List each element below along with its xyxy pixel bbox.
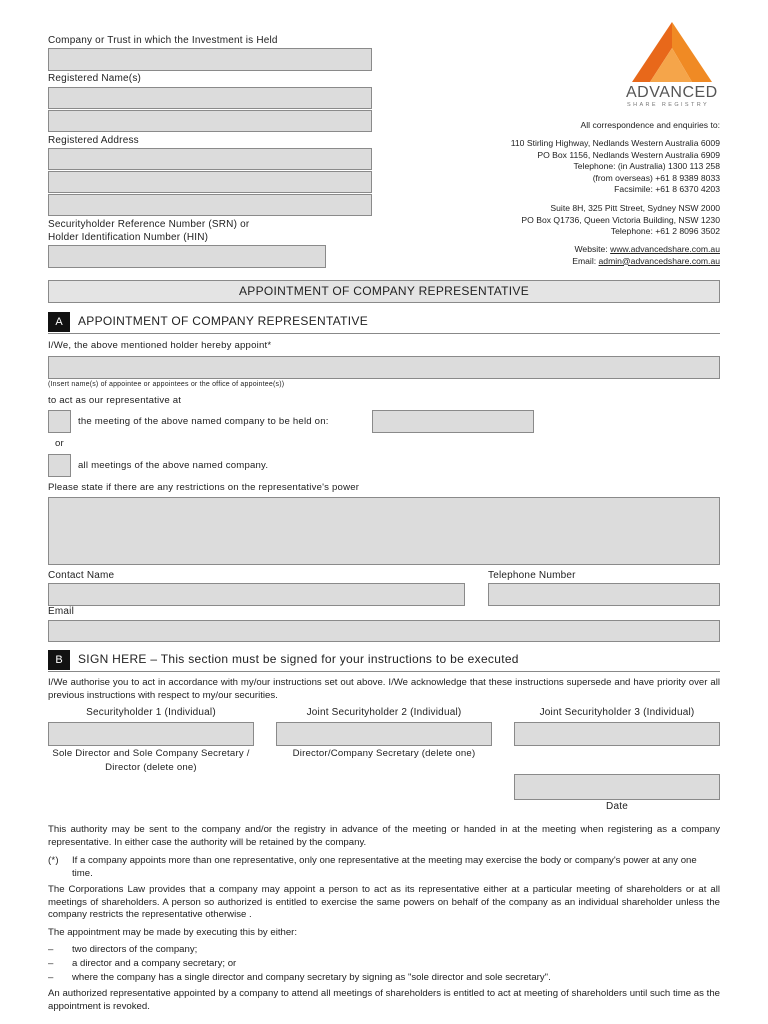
sydney-address-block [521,203,720,238]
appoint-text: I/We, the above mentioned holder hereby appoint* [48,340,272,351]
date-field[interactable] [514,774,720,800]
perth-line-3: Telephone: (in Australia) 1300 113 258 [573,161,720,172]
director-secretary-label: Director/Company Secretary (delete one) [292,748,476,759]
company-label: Company or Trust in which the Investment is Held [48,35,278,46]
contact-name-field[interactable] [48,583,465,606]
list-item [48,971,720,985]
email-label: Email: [572,255,599,266]
company-field[interactable] [48,48,372,71]
sole-director-label-2: Director (delete one) [105,762,197,773]
meeting-checkbox[interactable] [48,410,71,433]
company-logo [620,18,724,110]
holder1-label: Securityholder 1 (Individual) [86,707,216,718]
perth-line-4: (from overseas) +61 8 9389 8033 [592,172,720,183]
section-a-letter: A [48,312,70,332]
or-text: or [55,438,64,449]
perth-address-block [511,138,720,196]
sydney-line-1: Suite 8H, 325 Pitt Street, Sydney NSW 2000 [550,203,720,213]
list-item-text: where the company has a single director and company secretary by signing as "sole director and sole secretary". [72,972,551,983]
telephone-label: Telephone Number [488,570,576,581]
holder2-label: Joint Securityholder 2 (Individual) [306,707,462,718]
date-label: Date [606,801,628,812]
notes-paragraph-2: The Corporations Law provides that a company may appoint a person to act as its representative either at a particular meeting of shareholders or at all meetings of shareholders. A person so authorized is entitled to exercise the same powers on behalf of the company as an individual shareholder unless the company restricts the representative otherwise . [48,884,720,921]
holder2-signature[interactable] [276,722,492,746]
bullet-dash: – [48,944,54,955]
sydney-line-2: PO Box Q1736, Queen Victoria Building, NSW 1230 [521,214,720,225]
sole-director-label-1: Sole Director and Sole Company Secretary / [52,748,250,759]
act-text: to act as our representative at [48,395,182,406]
list-item-text: a director and a company secretary; or [72,958,237,969]
notes-paragraph-4: An authorized representative appointed by a company to attend all meetings of shareholders is entitled to act at meeting of shareholders until such time as the appointment is revoked. [48,988,720,1012]
star-marker: (*) [48,855,59,866]
meeting-option-label: the meeting of the above named company to be held on: [78,416,329,427]
website-label: Website: [574,244,611,254]
email-link[interactable]: admin@advancedshare.com.au [598,255,720,266]
main-title-bar [48,280,720,303]
notes-paragraph-1: This authority may be sent to the company and/or the registry in advance of the meeting or handed in at the meeting when registering as a company representative. In either case the authority will be retained by the company. [48,824,720,848]
contact-name-label: Contact Name [48,570,115,581]
bullet-dash: – [48,972,54,983]
notes-paragraph-3: The appointment may be made by executing this by either: [48,927,298,938]
registered-address-field-2[interactable] [48,171,372,193]
holder3-signature[interactable] [514,722,720,746]
logo-name: ADVANCED [626,84,718,101]
insert-note: (Insert name(s) of appointee or appointees or the office of appointee(s)) [48,381,285,388]
list-item-text: two directors of the company; [72,944,198,955]
registered-address-field-1[interactable] [48,148,372,170]
email-field[interactable] [48,620,720,642]
list-item [48,957,720,971]
srn-field[interactable] [48,245,326,268]
list-item [48,943,720,957]
registered-name-field-2[interactable] [48,110,372,132]
all-meetings-label: all meetings of the above named company. [78,460,269,471]
telephone-field[interactable] [488,583,720,606]
star-note: If a company appoints more than one representative, only one representative at the meeting may exercise the body or company's power at any one time. [72,855,697,879]
restrictions-field[interactable] [48,497,720,565]
perth-line-2: PO Box 1156, Nedlands Western Australia 6909 [537,149,720,160]
meeting-date-field[interactable] [372,410,534,433]
registered-address-label: Registered Address [48,135,139,146]
srn-label-line1: Securityholder Reference Number (SRN) or [48,219,250,230]
perth-line-5: Facsimile: +61 8 6370 4203 [614,184,720,195]
holder3-label: Joint Securityholder 3 (Individual) [539,707,695,718]
registered-name-label: Registered Name(s) [48,73,142,84]
sydney-line-3: Telephone: +61 2 8096 3502 [610,226,720,237]
logo-tagline: SHARE REGISTRY [627,102,710,108]
email-field-label: Email [48,606,75,617]
srn-label-line2: Holder Identification Number (HIN) [48,232,209,243]
website-link[interactable]: www.advancedshare.com.au [610,244,720,254]
registered-address-field-3[interactable] [48,194,372,216]
all-meetings-checkbox[interactable] [48,454,71,477]
appointee-field[interactable] [48,356,720,379]
web-contact-block [572,244,720,267]
main-title: APPOINTMENT OF COMPANY REPRESENTATIVE [238,284,530,298]
holder1-signature[interactable] [48,722,254,746]
contact-heading: All correspondence and enquiries to: [580,120,720,130]
section-b-letter: B [48,650,70,670]
section-a-title: APPOINTMENT OF COMPANY REPRESENTATIVE [78,314,369,328]
restrictions-label: Please state if there are any restrictions on the representative's power [48,482,360,493]
orange-triangle-logo-icon [620,18,724,84]
registered-name-field-1[interactable] [48,87,372,109]
authorisation-text: I/We authorise you to act in accordance with my/our instructions set out above. I/We acknowledge that these instructions supersede and have priority over all previous instructions with respect to my/our securities. [48,677,720,701]
bullet-dash: – [48,958,54,969]
section-b-title: SIGN HERE – This section must be signed for your instructions to be executed [78,652,519,666]
perth-line-1: 110 Stirling Highway, Nedlands Western Australia 6009 [510,138,720,148]
execution-list [48,943,720,985]
